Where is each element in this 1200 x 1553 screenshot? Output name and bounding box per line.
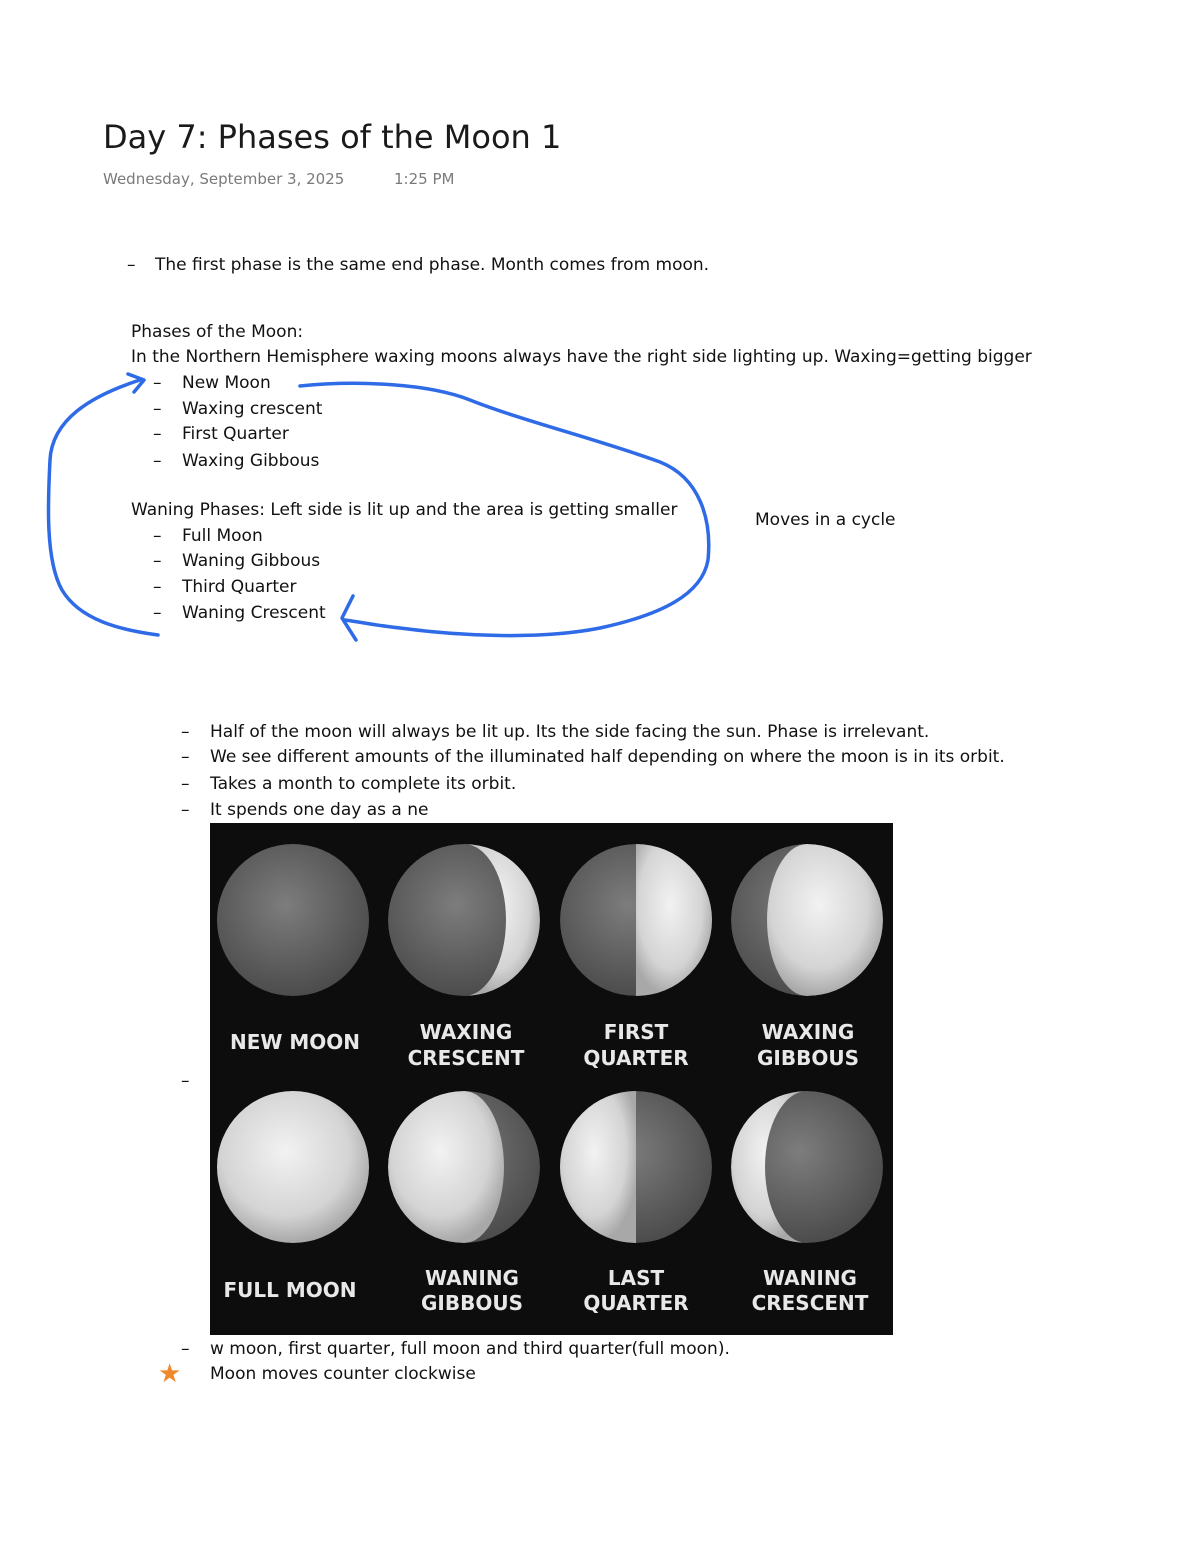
- bullet-dash: –: [153, 451, 162, 471]
- list-item: Third Quarter: [182, 577, 297, 597]
- star-note: Moon moves counter clockwise: [210, 1364, 476, 1384]
- moon-phases-image: [210, 823, 893, 1335]
- list-item: First Quarter: [182, 424, 289, 444]
- moon-waning-gibbous: [388, 1091, 540, 1243]
- bullet-dash: –: [153, 373, 162, 393]
- moon-label: QUARTER: [583, 1046, 689, 1070]
- moon-label: WAXING: [419, 1020, 513, 1044]
- ink-arrowhead-left: [128, 374, 144, 392]
- bullet-dash: –: [153, 603, 162, 623]
- moon-first-quarter: [560, 844, 712, 996]
- moon-label: QUARTER: [583, 1291, 689, 1315]
- bullet-dash: –: [181, 1071, 190, 1091]
- list-item: Waning Crescent: [182, 603, 326, 623]
- list-item: Waning Gibbous: [182, 551, 321, 571]
- moon-label: GIBBOUS: [757, 1046, 859, 1070]
- bullet-dash: –: [181, 722, 190, 742]
- page-time: 1:25 PM: [394, 170, 455, 188]
- list-item: It spends one day as a ne: [210, 800, 429, 820]
- list-item: w moon, first quarter, full moon and third quarter(full moon).: [210, 1339, 730, 1359]
- waning-heading: Waning Phases: Left side is lit up and the area is getting smaller: [131, 500, 678, 520]
- moon-label: FULL MOON: [223, 1278, 357, 1302]
- moon-waning-crescent: [731, 1091, 883, 1243]
- list-item: We see different amounts of the illuminated half depending on where the moon is in its orbit.: [210, 747, 1005, 767]
- cycle-annotation: Moves in a cycle: [755, 510, 896, 530]
- moon-waxing-crescent: [388, 844, 540, 996]
- moon-full: [217, 1091, 369, 1243]
- ink-arrowhead-right: [342, 596, 356, 640]
- bullet-dash: –: [181, 774, 190, 794]
- moon-label: GIBBOUS: [421, 1291, 523, 1315]
- waxing-subheading: In the Northern Hemisphere waxing moons always have the right side lighting up. Waxing=getting bigger: [131, 347, 1032, 367]
- list-item: New Moon: [182, 373, 271, 393]
- bullet-dash: –: [153, 399, 162, 419]
- moon-label: CRESCENT: [751, 1291, 869, 1315]
- list-item: Waxing crescent: [182, 399, 323, 419]
- bullet-dash: –: [153, 551, 162, 571]
- list-item: Half of the moon will always be lit up. Its the side facing the sun. Phase is irrelevant.: [210, 722, 930, 742]
- moon-label: CRESCENT: [407, 1046, 525, 1070]
- moon-new: [217, 844, 369, 996]
- list-item: Takes a month to complete its orbit.: [210, 774, 517, 794]
- star-icon: ★: [158, 1359, 182, 1389]
- moon-label: NEW MOON: [229, 1030, 361, 1054]
- bullet-dash: –: [153, 424, 162, 444]
- moon-waxing-gibbous: [731, 844, 883, 996]
- moon-label: WANING: [425, 1266, 519, 1290]
- moon-label: WANING: [763, 1266, 857, 1290]
- bullet-dash: –: [181, 1339, 190, 1359]
- bullet-dash: –: [127, 255, 136, 275]
- bullet-dash: –: [153, 577, 162, 597]
- moon-last-quarter: [560, 1091, 712, 1243]
- list-item: Full Moon: [182, 526, 263, 546]
- waxing-heading: Phases of the Moon:: [131, 322, 304, 342]
- page-title: Day 7: Phases of the Moon 1: [103, 118, 562, 156]
- bullet-dash: –: [181, 800, 190, 820]
- bullet-dash: –: [153, 526, 162, 546]
- list-item: Waxing Gibbous: [182, 451, 320, 471]
- page-date: Wednesday, September 3, 2025: [103, 170, 345, 188]
- intro-bullet-text: The first phase is the same end phase. Month comes from moon.: [155, 255, 710, 275]
- moon-label: FIRST: [603, 1020, 669, 1044]
- bullet-dash: –: [181, 747, 190, 767]
- moon-label: WAXING: [761, 1020, 855, 1044]
- moon-label: LAST: [607, 1266, 665, 1290]
